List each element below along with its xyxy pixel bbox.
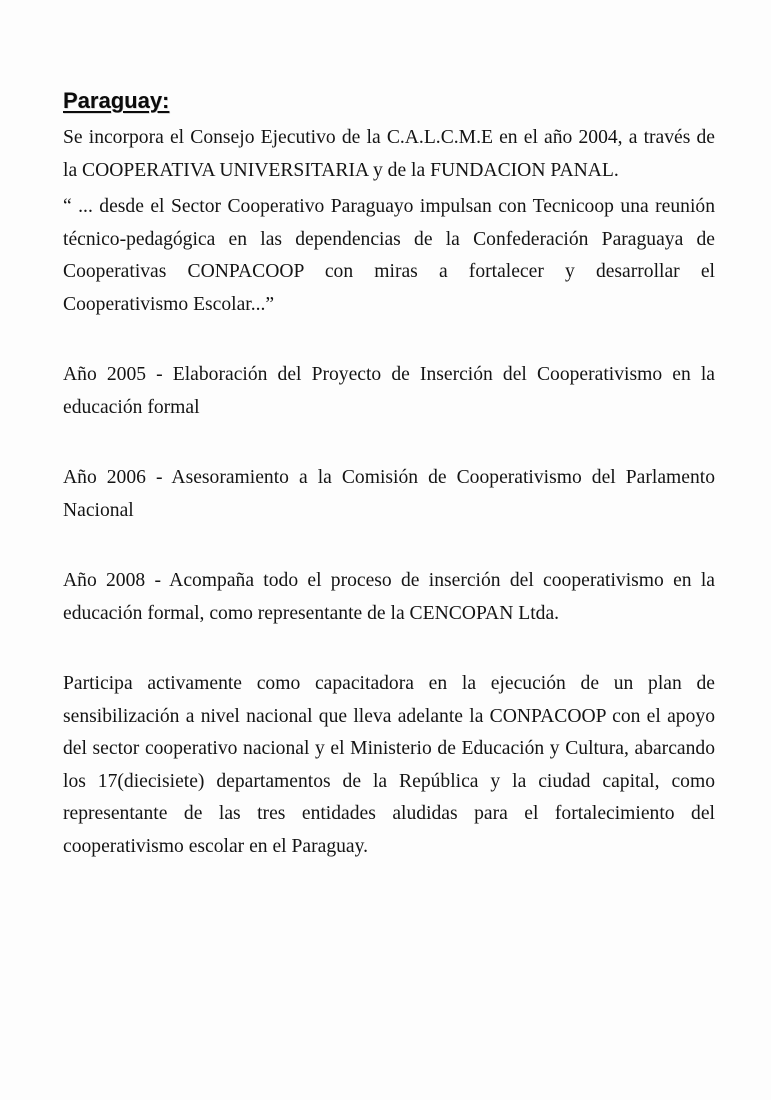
intro-paragraph: Se incorpora el Consejo Ejecutivo de la C.A.L.C.M.E en el año 2004, a través de la COOPERATIVA UNIVERSITARIA y de la FUNDACION PANAL. <box>63 127 715 181</box>
closing-paragraph: Participa activamente como capacitadora en la ejecución de un plan de sensibilización a nivel nacional que lleva adelante la CONPACOOP con el apoyo del sector cooperativo nacional y el Ministerio de Educación y Cultura, abarcando los 17(diecisiete) departamentos de la República y la ciudad capital, como representante de las tres entidades aludidas para el fortalecimiento del cooperativismo escolar en el Paraguay. <box>63 673 715 857</box>
section-heading: Paraguay: <box>63 88 170 113</box>
quote-paragraph: “ ... desde el Sector Cooperativo Paraguayo impulsan con Tecnicoop una reunión técnico-pedagógica en las dependencias de la Confederación Paraguaya de Cooperativas CONPACOOP con miras a fortalecer y desarrollar el Cooperativismo Escolar...” <box>63 196 715 315</box>
event-2005-paragraph: Año 2005 - Elaboración del Proyecto de Inserción del Cooperativismo en la educación formal <box>63 364 715 418</box>
document-page <box>63 86 715 863</box>
event-2006-paragraph: Año 2006 - Asesoramiento a la Comisión de Cooperativismo del Parlamento Nacional <box>63 467 715 521</box>
event-2008-paragraph: Año 2008 - Acompaña todo el proceso de inserción del cooperativismo en la educación formal, como representante de la CENCOPAN Ltda. <box>63 570 715 624</box>
